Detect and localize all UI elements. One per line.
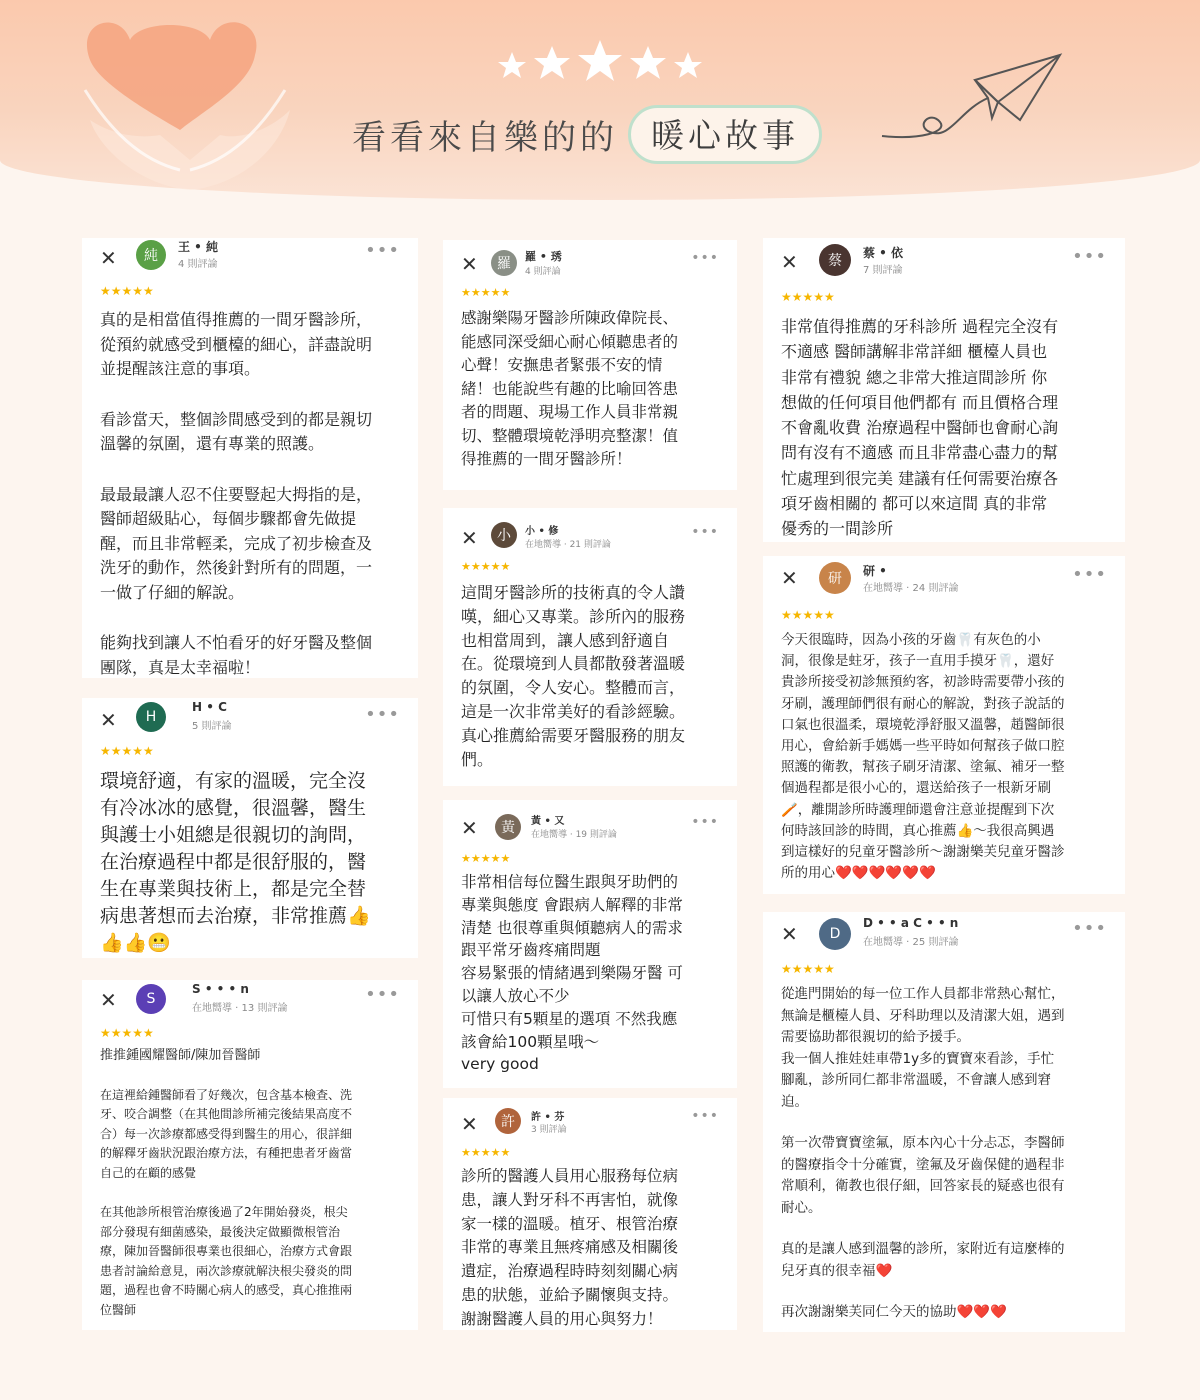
review-text: 最最最讓人忍不住要豎起大拇指的是， 醫師超級貼心，每個步驟都會先做提 醒，而且非常輕柔，完成了初步檢查及 洗牙的動作，然後針對所有的問題，一 一做了仔細的解說。 [100,484,373,602]
reviewer-meta: 4 則評論 [525,267,561,277]
paper-plane-icon [880,50,1065,150]
reviewer-meta: 在地嚮導 · 13 則評論 [192,1003,288,1014]
review-text: 診所的醫護人員用心服務每位病 患，讓人對牙科不再害怕，就像 家一樣的溫暖。植牙、根管治療 非常的專業且無疼痛感及相關後 遺症，治療過程時時刻刻關心病 患的狀態，並給予關懷與支持。 謝謝醫護人員的用心與努力！ [461,1167,679,1328]
close-icon[interactable]: ✕ [100,246,117,270]
close-icon[interactable]: ✕ [461,252,478,276]
reviewer-meta: 7 則評論 [863,265,903,276]
review-card [443,240,737,490]
review-card [82,980,418,1330]
review-text: 非常相信每位醫生跟與牙助們的 專業與態度 會跟病人解釋的非常 清楚 也很尊重與傾聽病人的需求 跟平常牙齒疼痛問題 容易緊張的情緒遇到樂陽牙醫 可 以讓人放心不少 可惜只有5顆星的選項 不然我應 該會給100顆星哦～ very good [461,873,683,1074]
review-text: 這間牙醫診所的技術真的令人讚 嘆，細心又專業。診所內的服務 也相當周到，讓人感到舒適自 在。從環境到人員都散發著溫暖 的氛圍，令人安心。整體而言， 這是一次非常美好的看診經驗。 真心推薦給需要牙醫服務的朋友 們。 [461,583,686,769]
reviewer-meta: 在地嚮導 · 25 則評論 [863,937,959,948]
close-icon[interactable]: ✕ [461,1112,478,1136]
reviewer-meta: 4 則評論 [178,259,218,270]
avatar: 許 [495,1108,521,1134]
reviewer-name: 王 • 純 [178,240,219,254]
review-card [443,508,737,786]
avatar: 小 [491,522,517,548]
review-card [763,238,1125,542]
reviewer-name: 研 • [863,564,887,578]
review-text: 再次謝謝樂芙同仁今天的協助❤️❤️❤️ [781,1304,1007,1320]
rating-stars: ★★★★★ [100,1026,154,1040]
more-options-icon[interactable]: ••• [691,250,719,266]
avatar: 蔡 [819,244,851,276]
review-text: 看診當天，整個診間感受到的都是親切 溫馨的氛圍，還有專業的照護。 [100,409,373,453]
title-highlight: 暖心故事 [628,105,822,164]
rating-stars: ★★★★★ [461,852,511,865]
avatar: S [136,984,166,1014]
stars-icon [495,38,705,88]
review-text: 能夠找到讓人不怕看牙的好牙醫及整個 團隊，真是太幸福啦！ [100,633,373,677]
review-text: 今天很臨時，因為小孩的牙齒🦷有灰色的小 洞，很像是蛀牙，孩子一直用手摸牙🦷，還好 貴診所接受初診無預約客，初診時需要帶小孩的 牙刷，護理師們很有耐心的解說，對孩子說話的 口氣也很溫柔，環境乾淨舒服又溫馨，趙醫師很 用心，會給新手媽媽一些平時如何幫孩子做口腔 照護的衛教，幫孩子刷牙清潔、塗氟、補牙一整 個過程都是很小心的，還送給孩子一根新牙刷 🪥，離開診所時護理師還會注意並提醒到下次 何時該回診的時間，真心推薦👍～我很高興遇 到這樣好的兒童牙醫診所～謝謝樂芙兒童牙醫診 所的用心❤️❤️❤️❤️❤️❤️ [781,632,1065,882]
reviewer-name: D • • a C • • n [863,916,959,930]
review-text: 非常值得推薦的牙科診所 過程完全沒有 不適感 醫師講解非常詳細 櫃檯人員也 非常有禮貌 總之非常大推這間診所 你 想做的任何項目他們都有 而且價格合理 不會亂收費 治療過程中醫師也會耐心詢 問有沒有不適感 而且非常盡心盡力的幫 忙處理到很完美 建議有任何需要治療各 項牙齒相關的 都可以來這間 真的非常 優秀的一間診所 [781,317,1059,539]
reviewer-meta: 在地嚮導 · 24 則評論 [863,583,959,594]
reviewer-meta: 在地嚮導 · 21 則評論 [525,540,611,550]
avatar: 羅 [491,250,517,276]
close-icon[interactable]: ✕ [461,526,478,550]
more-options-icon[interactable]: ••• [1072,564,1107,585]
reviewer-meta: 5 則評論 [192,721,232,732]
close-icon[interactable]: ✕ [781,566,798,590]
rating-stars: ★★★★★ [781,962,835,976]
more-options-icon[interactable]: ••• [365,704,400,725]
reviewer-name: 蔡 • 依 [863,246,904,260]
more-options-icon[interactable]: ••• [1072,918,1107,939]
avatar: D [819,918,851,950]
review-card [82,698,418,958]
review-text: 推推鍾國耀醫師/陳加晉醫師 [100,1048,261,1063]
review-text: 從進門開始的每一位工作人員都非常熱心幫忙， 無論是櫃檯人員、牙科助理以及清潔大姐，遇到 需要協助都很親切的給予援手。 我一個人推娃娃車帶1y多的寶寶來看診，手忙 腳亂，診所同仁都非常溫暖，不會讓人感到窘 迫。 [781,986,1065,1110]
review-card [763,556,1125,894]
review-text: 真的是讓人感到溫馨的診所，家附近有這麼棒的 兒牙真的很幸福❤️ [781,1241,1065,1279]
rating-stars: ★★★★★ [781,608,835,622]
reviewer-name: 黃 • 又 [531,816,565,827]
reviewer-name: 羅 • 琇 [525,250,562,263]
avatar: 黃 [495,814,521,840]
review-text: 在這裡給鍾醫師看了好幾次，包含基本檢查、洗 牙、咬合調整（在其他間診所補完後結果高度不 合）每一次診療都感受得到醫生的用心，很詳細 的解釋牙齒狀況跟治療方法，有種把患者牙齒當 自己的在顧的感覺 [100,1087,353,1180]
close-icon[interactable]: ✕ [781,922,798,946]
more-options-icon[interactable]: ••• [1072,246,1107,267]
more-options-icon[interactable]: ••• [691,524,719,540]
more-options-icon[interactable]: ••• [691,1108,719,1124]
avatar: 研 [819,562,851,594]
close-icon[interactable]: ✕ [100,988,117,1012]
reviewer-name: 許 • 芬 [531,1112,565,1123]
review-text: 真的是相當值得推薦的一間牙醫診所， 從預約就感受到櫃檯的細心，詳盡說明 並提醒該注意的事項。 [100,310,373,378]
review-text: 在其他診所根管治療後過了2年開始發炎，根尖 部分發現有細菌感染，最後決定做顯微根管治 療，陳加晉醫師很專業也很細心，治療方式會跟 患者討論給意見，兩次診療就解決根尖發炎的問 題，過程也會不時關心病人的感受，真心推推兩 位醫師 [100,1205,353,1317]
close-icon[interactable]: ✕ [100,708,117,732]
heart-hands-icon [70,0,300,200]
more-options-icon[interactable]: ••• [691,814,719,830]
more-options-icon[interactable]: ••• [365,240,400,261]
review-text: 第一次帶寶寶塗氟，原本內心十分忐忑，李醫師 的醫療指令十分確實，塗氟及牙齒保健的過程非 常順利，衛教也很仔細，回答家長的疑惑也很有 耐心。 [781,1135,1065,1216]
review-card [82,238,418,678]
page-title [352,106,822,162]
rating-stars: ★★★★★ [461,560,511,573]
rating-stars: ★★★★★ [100,744,154,758]
avatar: 純 [136,240,166,270]
rating-stars: ★★★★★ [100,284,154,298]
review-text: 環境舒適，有家的溫暖，完全沒 有冷冰冰的感覺，很溫馨，醫生 與護士小姐總是很親切的詢問， 在治療過程中都是很舒服的，醫 生在專業與技術上，都是完全替 病患著想而去治療，非常推薦👍 👍👍😬 [100,770,371,954]
reviewer-meta: 在地嚮導 · 19 則評論 [531,830,617,840]
review-card [443,800,737,1088]
review-card [763,912,1125,1332]
avatar: H [136,702,166,732]
rating-stars: ★★★★★ [461,1146,511,1159]
reviewer-name: 小 • 修 [525,526,559,537]
close-icon[interactable]: ✕ [461,816,478,840]
reviewer-name: S • • • n [192,982,249,996]
rating-stars: ★★★★★ [461,286,511,299]
close-icon[interactable]: ✕ [781,250,798,274]
reviewer-name: H • C [192,700,227,714]
reviewer-meta: 3 則評論 [531,1125,567,1135]
more-options-icon[interactable]: ••• [365,984,400,1005]
review-card [443,1098,737,1330]
review-text: 感謝樂陽牙醫診所陳政偉院長、 能感同深受細心耐心傾聽患者的 心聲！安撫患者緊張不安的情 緒！也能說些有趣的比喻回答患 者的問題、現場工作人員非常親 切、整體環境乾淨明亮整潔！值 得推薦的一間牙醫診所！ [461,309,679,468]
title-lead: 看看來自樂的的 [352,117,618,158]
rating-stars: ★★★★★ [781,290,835,304]
